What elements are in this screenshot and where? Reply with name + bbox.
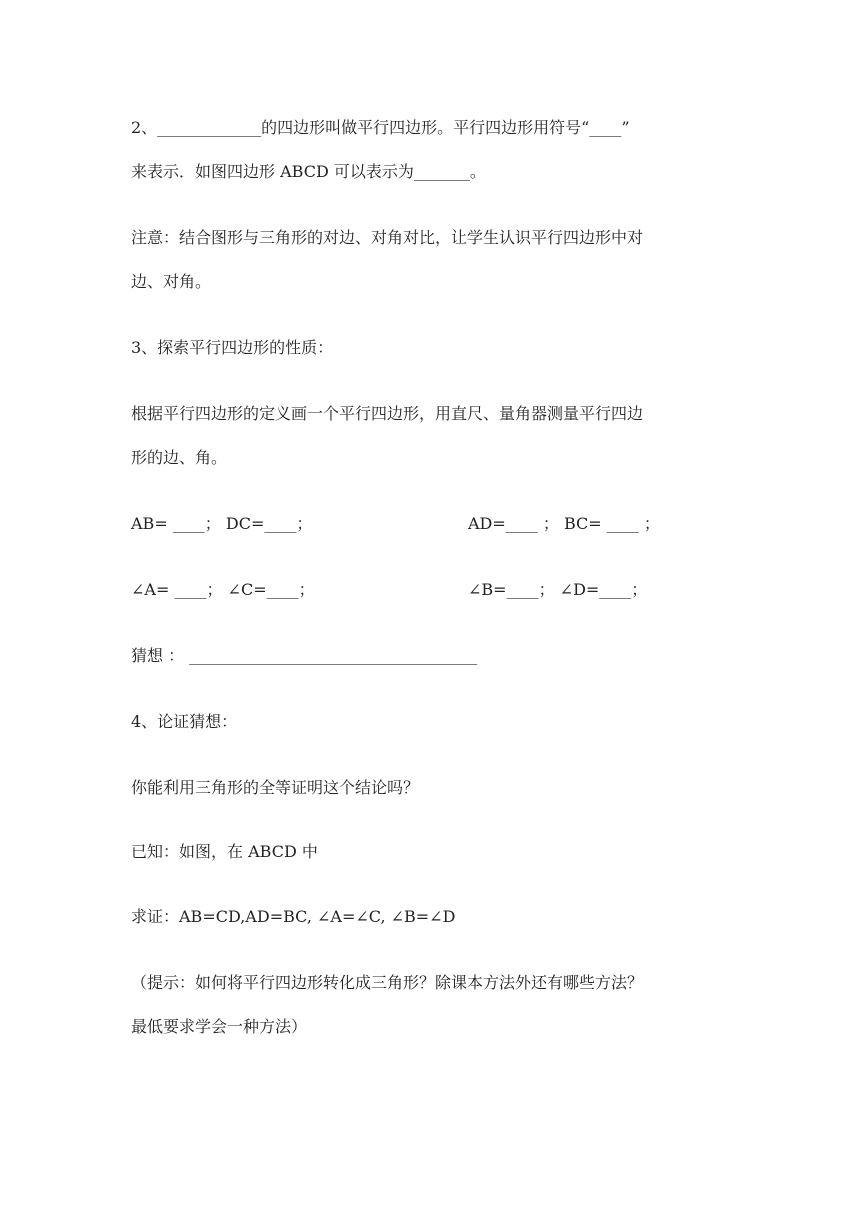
sides-right: AD=____ ； BC= ____ ； <box>468 514 660 533</box>
item4-heading: 4、论证猜想： <box>131 712 238 731</box>
angles-right: ∠B=____； ∠D=____； <box>468 580 648 599</box>
hint-line2: 最低要求学会一种方法） <box>131 1017 308 1036</box>
question-line: 你能利用三角形的全等证明这个结论吗？ <box>131 778 420 797</box>
item2-line1: 2、_____________的四边形叫做平行四边形。平行四边形用符号“____” <box>131 118 630 137</box>
note-line1: 注意：结合图形与三角形的对边、对角对比，让学生认识平行四边形中对 <box>131 228 644 247</box>
item3-heading: 3、探索平行四边形的性质： <box>131 338 334 357</box>
note-line2: 边、对角。 <box>131 272 212 291</box>
angles-left: ∠A= ____； ∠C=____； <box>131 580 315 599</box>
item3-para-line1: 根据平行四边形的定义画一个平行四边形，用直尺、量角器测量平行四边 <box>131 404 644 423</box>
item2-line2: 来表示．如图四边形 ABCD 可以表示为_______。 <box>131 162 486 181</box>
given-line: 已知：如图，在 ABCD 中 <box>131 842 318 861</box>
guess-line: 猜想 ： ____________________________________ <box>131 646 478 665</box>
sides-left: AB= ____； DC=____； <box>131 514 313 533</box>
hint-line1: （提示：如何将平行四边形转化成三角形？除课本方法外还有哪些方法？ <box>131 973 644 992</box>
prove-line: 求证：AB=CD,AD=BC, ∠A=∠C, ∠B=∠D <box>131 907 456 926</box>
item3-para-line2: 形的边、角。 <box>131 448 228 467</box>
